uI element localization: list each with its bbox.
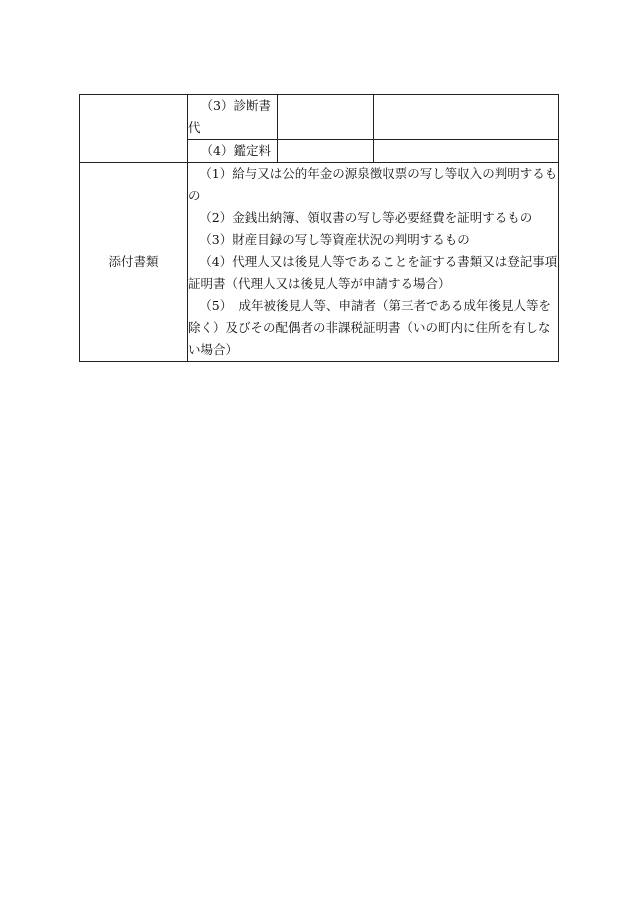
fee-item-cell bbox=[188, 95, 278, 140]
fee-item-cell bbox=[188, 140, 278, 163]
application-form-table bbox=[79, 94, 559, 362]
attachments-heading: 添付書類 bbox=[108, 254, 159, 269]
fee-note-cell bbox=[374, 140, 559, 163]
attachment-item: （3）財産目録の写し等資産状況の判明するもの bbox=[199, 232, 470, 247]
attachments-list-cell bbox=[188, 163, 559, 362]
fee-row-diagnosis bbox=[80, 95, 559, 140]
attachment-item: （4）代理人又は後見人等であることを証する書類又は登記事項証明書（代理人又は後見人等が申請する場合） bbox=[188, 254, 558, 291]
fee-item-label: （4）鑑定料 bbox=[200, 143, 271, 158]
attachment-item: （1）給与又は公的年金の源泉徴収票の写し等収入の判明するもの bbox=[188, 166, 558, 203]
attachments-row bbox=[80, 163, 559, 362]
fee-item-label: （3）診断書代 bbox=[188, 98, 271, 135]
fee-amount-cell bbox=[278, 95, 374, 140]
attachment-item: （2）金銭出納簿、領収書の写し等必要経費を証明するもの bbox=[199, 210, 533, 225]
attachment-item: （5） 成年被後見人等、申請者（第三者である成年後見人等を除く）及びその配偶者の非課税証明書（いの町内に住所を有しない場合） bbox=[188, 298, 551, 357]
fee-note-cell bbox=[374, 95, 559, 140]
fee-label-blank-cell bbox=[80, 95, 188, 163]
attachments-heading-cell bbox=[80, 163, 188, 362]
fee-amount-cell bbox=[278, 140, 374, 163]
